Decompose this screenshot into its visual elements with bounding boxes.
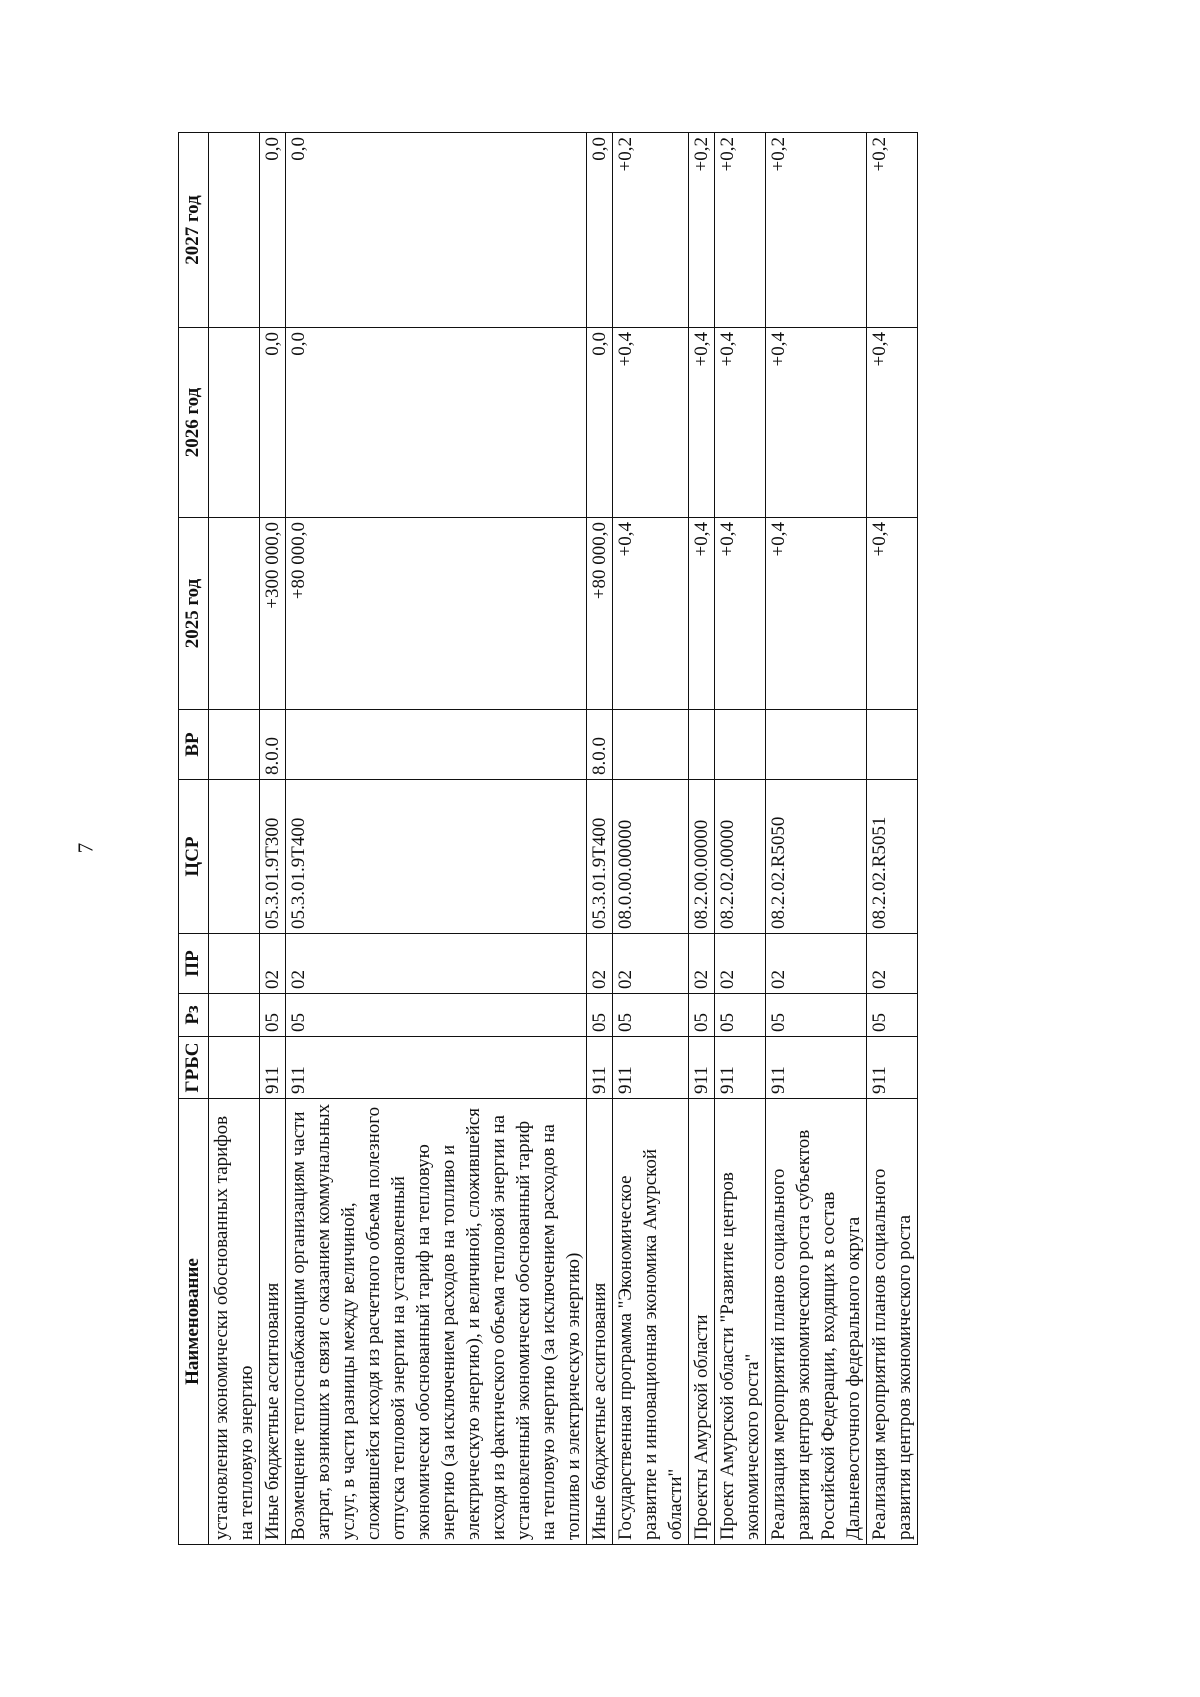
cell-name: Реализация мероприятий планов социального развития центров экономического роста субъектов Российской Федерации, входящих в состав Дальневосточного федерального округа <box>766 1099 867 1545</box>
cell-2026: 0,0 <box>260 328 286 518</box>
column-header-2025: 2025 год <box>179 518 209 710</box>
budget-table-container <box>178 133 1075 1545</box>
cell-csr: 05.3.01.9Т300 <box>260 780 286 934</box>
cell-csr: 05.3.01.9Т400 <box>587 780 613 934</box>
cell-2027: 0,0 <box>260 133 286 328</box>
cell-grbs: 911 <box>766 1037 867 1099</box>
cell-name: Реализация мероприятий планов социального развития центров экономического роста <box>867 1099 918 1545</box>
cell-2026: +0,4 <box>766 328 867 518</box>
cell-2026: +0,4 <box>613 328 689 518</box>
cell-name: Иные бюджетные ассигнования <box>587 1099 613 1545</box>
cell-name: Государственная программа "Экономическое развитие и инновационная экономика Амурской области" <box>613 1099 689 1545</box>
table-row <box>260 133 286 1545</box>
table-row <box>209 133 260 1545</box>
cell-vr <box>209 710 260 780</box>
table-row <box>689 133 715 1545</box>
table-row <box>587 133 613 1545</box>
cell-rz: 05 <box>715 994 766 1037</box>
column-header-pr: ПР <box>179 934 209 994</box>
table-row <box>766 133 867 1545</box>
cell-rz: 05 <box>286 994 587 1037</box>
cell-grbs: 911 <box>587 1037 613 1099</box>
column-header-grbs: ГРБС <box>179 1037 209 1099</box>
cell-2025: +0,4 <box>613 518 689 710</box>
cell-vr <box>715 710 766 780</box>
column-header-csr: ЦСР <box>179 780 209 934</box>
column-header-2027: 2027 год <box>179 133 209 328</box>
cell-grbs: 911 <box>613 1037 689 1099</box>
cell-vr <box>613 710 689 780</box>
cell-2026: +0,4 <box>715 328 766 518</box>
cell-name: Проект Амурской области "Развитие центров экономического роста" <box>715 1099 766 1545</box>
cell-2025: +0,4 <box>689 518 715 710</box>
cell-2027: 0,0 <box>587 133 613 328</box>
cell-name: Проекты Амурской области <box>689 1099 715 1545</box>
cell-name: Иные бюджетные ассигнования <box>260 1099 286 1545</box>
cell-2026: 0,0 <box>587 328 613 518</box>
cell-2027: 0,0 <box>286 133 587 328</box>
cell-2027: +0,2 <box>867 133 918 328</box>
budget-table <box>178 132 918 1545</box>
table-header-row <box>179 133 209 1545</box>
cell-csr: 05.3.01.9Т400 <box>286 780 587 934</box>
cell-2027: +0,2 <box>766 133 867 328</box>
cell-csr: 08.2.00.00000 <box>689 780 715 934</box>
cell-vr <box>766 710 867 780</box>
cell-csr: 08.0.00.00000 <box>613 780 689 934</box>
cell-pr: 02 <box>766 934 867 994</box>
cell-2026: +0,4 <box>689 328 715 518</box>
cell-name: установлении экономически обоснованных тарифов на тепловую энергию <box>209 1099 260 1545</box>
cell-pr: 02 <box>286 934 587 994</box>
table-row <box>867 133 918 1545</box>
cell-rz: 05 <box>613 994 689 1037</box>
cell-2025: +0,4 <box>766 518 867 710</box>
cell-rz: 05 <box>689 994 715 1037</box>
cell-csr: 08.2.02.R5051 <box>867 780 918 934</box>
column-header-vr: ВР <box>179 710 209 780</box>
cell-rz: 05 <box>260 994 286 1037</box>
table-row <box>613 133 689 1545</box>
table-row <box>715 133 766 1545</box>
column-header-rz: Рз <box>179 994 209 1037</box>
cell-2027: +0,2 <box>689 133 715 328</box>
column-header-2026: 2026 год <box>179 328 209 518</box>
cell-vr: 8.0.0 <box>260 710 286 780</box>
cell-2025: +80 000,0 <box>286 518 587 710</box>
cell-rz: 05 <box>587 994 613 1037</box>
cell-pr: 02 <box>715 934 766 994</box>
page-number: 7 <box>73 842 98 854</box>
cell-2027: +0,2 <box>715 133 766 328</box>
cell-2025: +80 000,0 <box>587 518 613 710</box>
cell-2026 <box>209 328 260 518</box>
cell-2026: 0,0 <box>286 328 587 518</box>
cell-name: Возмещение теплоснабжающим организациям части затрат, возникших в связи с оказанием коммунальных услуг, в части разницы между величиной, сложившейся исходя из расчетного объема полезного отпуска тепловой энергии на установленный экономически обоснованный тариф на тепловую энергию (за исключением расходов на топливо и электрическую энергию), и величиной, сложившейся исходя из фактического объема тепловой энергии на установленный экономически обоснованный тариф на тепловую энергию (за исключением расходов на топливо и электрическую энергию) <box>286 1099 587 1545</box>
cell-csr: 08.2.02.R5050 <box>766 780 867 934</box>
cell-pr: 02 <box>867 934 918 994</box>
cell-2025: +0,4 <box>867 518 918 710</box>
cell-pr: 02 <box>260 934 286 994</box>
cell-2027: +0,2 <box>613 133 689 328</box>
cell-grbs: 911 <box>286 1037 587 1099</box>
cell-grbs <box>209 1037 260 1099</box>
cell-vr <box>867 710 918 780</box>
cell-csr: 08.2.02.00000 <box>715 780 766 934</box>
cell-vr <box>286 710 587 780</box>
cell-pr: 02 <box>613 934 689 994</box>
cell-rz: 05 <box>867 994 918 1037</box>
cell-grbs: 911 <box>867 1037 918 1099</box>
cell-grbs: 911 <box>689 1037 715 1099</box>
cell-2025 <box>209 518 260 710</box>
table-row <box>286 133 587 1545</box>
cell-pr: 02 <box>689 934 715 994</box>
cell-rz: 05 <box>766 994 867 1037</box>
cell-grbs: 911 <box>260 1037 286 1099</box>
cell-pr <box>209 934 260 994</box>
cell-vr <box>689 710 715 780</box>
cell-grbs: 911 <box>715 1037 766 1099</box>
cell-rz <box>209 994 260 1037</box>
cell-2027 <box>209 133 260 328</box>
cell-2025: +0,4 <box>715 518 766 710</box>
cell-pr: 02 <box>587 934 613 994</box>
cell-csr <box>209 780 260 934</box>
cell-vr: 8.0.0 <box>587 710 613 780</box>
cell-2026: +0,4 <box>867 328 918 518</box>
column-header-name: Наименование <box>179 1099 209 1545</box>
cell-2025: +300 000,0 <box>260 518 286 710</box>
